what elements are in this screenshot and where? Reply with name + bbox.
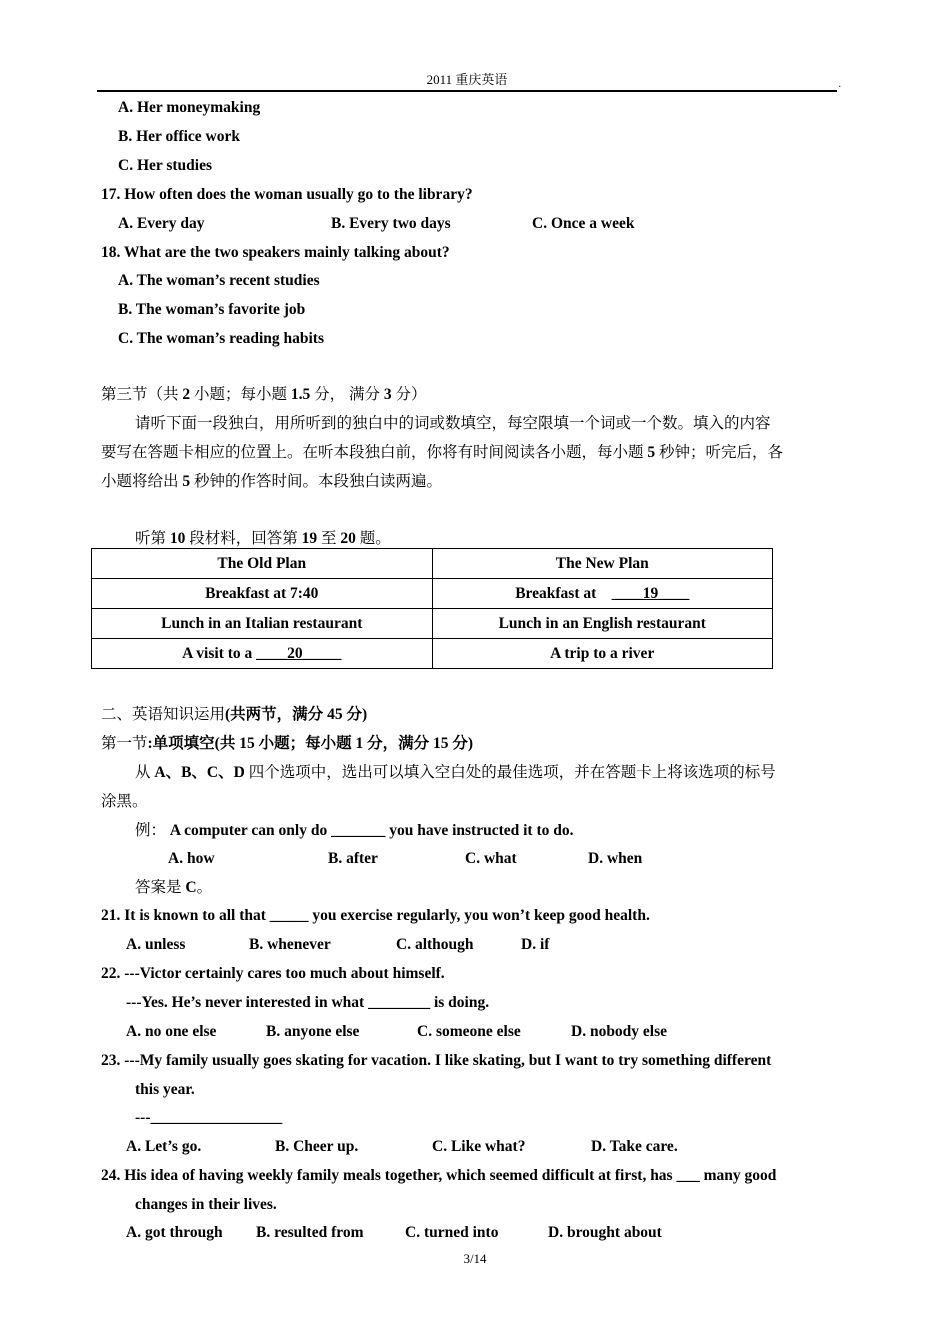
header-mark: . bbox=[838, 79, 841, 90]
example-line bbox=[135, 821, 573, 841]
section3-instruction-line3: 小题将给出 5 秒钟的作答时间。本段独白读两遍。 bbox=[101, 473, 443, 490]
example-option-a: A. how bbox=[168, 850, 215, 867]
q18-option-c: C. The woman’s reading habits bbox=[118, 330, 324, 347]
q16-option-c: C. Her studies bbox=[118, 157, 213, 174]
listen-instruction: 听第 10 段材料，回答第 19 至 20 题。 bbox=[135, 530, 391, 547]
q24-option-c: C. turned into bbox=[405, 1224, 499, 1241]
table-row bbox=[92, 639, 773, 669]
q21-stem: 21. It is known to all that _____ you exercise regularly, you won’t keep good health. bbox=[101, 907, 650, 924]
example-option-d: D. when bbox=[588, 850, 643, 867]
new-plan-header: The New Plan bbox=[432, 549, 773, 579]
blank-20: ____20_____ bbox=[256, 644, 342, 662]
q21-option-b: B. whenever bbox=[249, 936, 331, 953]
q22-option-c: C. someone else bbox=[417, 1023, 521, 1040]
q21-option-a: A. unless bbox=[126, 936, 186, 953]
old-visit-label: A visit to a bbox=[182, 644, 253, 662]
example-answer: 答案是 C。 bbox=[135, 879, 213, 896]
q22-option-a: A. no one else bbox=[126, 1023, 217, 1040]
new-trip-cell: A trip to a river bbox=[432, 639, 773, 669]
example-label: 例： bbox=[135, 822, 167, 839]
section3-instruction-line2: 要写在答题卡相应的位置上。在听本段独白前，你将有时间阅读各小题，每小题 5 秒钟；听完后，各 bbox=[101, 444, 784, 461]
q23-option-a: A. Let’s go. bbox=[126, 1138, 202, 1155]
q16-option-b: B. Her office work bbox=[118, 128, 240, 145]
header-title: 2011 重庆英语 bbox=[426, 72, 508, 87]
q17-stem: 17. How often does the woman usually go to the library? bbox=[101, 186, 473, 203]
old-plan-header: The Old Plan bbox=[92, 549, 433, 579]
example-option-b: B. after bbox=[328, 850, 378, 867]
table-row bbox=[92, 609, 773, 639]
q23-option-b: B. Cheer up. bbox=[275, 1138, 359, 1155]
q16-option-a: A. Her moneymaking bbox=[118, 99, 261, 116]
q23-line2: this year. bbox=[135, 1081, 195, 1098]
part2-title: 二、英语知识运用(共两节，满分 45 分) bbox=[101, 706, 368, 723]
part2-instruction-line1: 从 A、B、C、D 四个选项中，选出可以填入空白处的最佳选项，并在答题卡上将该选项的标号 bbox=[135, 764, 776, 781]
q23-line1: 23. ---My family usually goes skating for vacation. I like skating, but I want to try something different bbox=[101, 1052, 772, 1069]
example-option-c: C. what bbox=[465, 850, 517, 867]
old-breakfast-cell: Breakfast at 7:40 bbox=[92, 579, 433, 609]
q23-option-c: C. Like what? bbox=[432, 1138, 526, 1155]
table-row bbox=[92, 579, 773, 609]
new-lunch-cell: Lunch in an English restaurant bbox=[432, 609, 773, 639]
new-breakfast-label: Breakfast at bbox=[515, 584, 597, 602]
plan-table bbox=[91, 548, 773, 669]
new-breakfast-cell bbox=[432, 579, 773, 609]
q18-stem: 18. What are the two speakers mainly talking about? bbox=[101, 244, 450, 261]
old-visit-cell bbox=[92, 639, 433, 669]
q24-option-b: B. resulted from bbox=[256, 1224, 364, 1241]
q23-answer-blank: ---_________________ bbox=[135, 1109, 283, 1126]
page-number: 3/14 bbox=[463, 1251, 487, 1266]
q17-option-a: A. Every day bbox=[118, 215, 205, 232]
q23-option-d: D. Take care. bbox=[591, 1138, 678, 1155]
q18-option-a: A. The woman’s recent studies bbox=[118, 272, 320, 289]
old-lunch-cell: Lunch in an Italian restaurant bbox=[92, 609, 433, 639]
example-stem: A computer can only do _______ you have instructed it to do. bbox=[169, 822, 574, 839]
q24-line1: 24. His idea of having weekly family meals together, which seemed difficult at first, has ___ many good bbox=[101, 1167, 777, 1184]
q24-option-a: A. got through bbox=[126, 1224, 223, 1241]
part2-section1-heading: 第一节:单项填空(共 15 小题；每小题 1 分，满分 15 分) bbox=[101, 735, 474, 752]
q22-option-b: B. anyone else bbox=[266, 1023, 360, 1040]
q24-option-d: D. brought about bbox=[548, 1224, 662, 1241]
q17-option-c: C. Once a week bbox=[532, 215, 635, 232]
q21-option-d: D. if bbox=[521, 936, 550, 953]
q22-line2: ---Yes. He’s never interested in what ________ is doing. bbox=[126, 994, 490, 1011]
q24-line2: changes in their lives. bbox=[135, 1196, 277, 1213]
part2-instruction-line2: 涂黑。 bbox=[101, 793, 148, 810]
blank-19: ____19____ bbox=[611, 584, 690, 602]
q22-option-d: D. nobody else bbox=[571, 1023, 668, 1040]
q17-option-b: B. Every two days bbox=[331, 215, 451, 232]
q18-option-b: B. The woman’s favorite job bbox=[118, 301, 306, 318]
q21-option-c: C. although bbox=[396, 936, 474, 953]
section3-instruction-line1: 请听下面一段独白，用所听到的独白中的词或数填空，每空限填一个词或一个数。填入的内容 bbox=[135, 415, 771, 432]
table-row bbox=[92, 549, 773, 579]
q22-line1: 22. ---Victor certainly cares too much about himself. bbox=[101, 965, 445, 982]
section3-heading: 第三节（共 2 小题；每小题 1.5 分， 满分 3 分） bbox=[101, 386, 427, 403]
page-header bbox=[97, 72, 841, 92]
